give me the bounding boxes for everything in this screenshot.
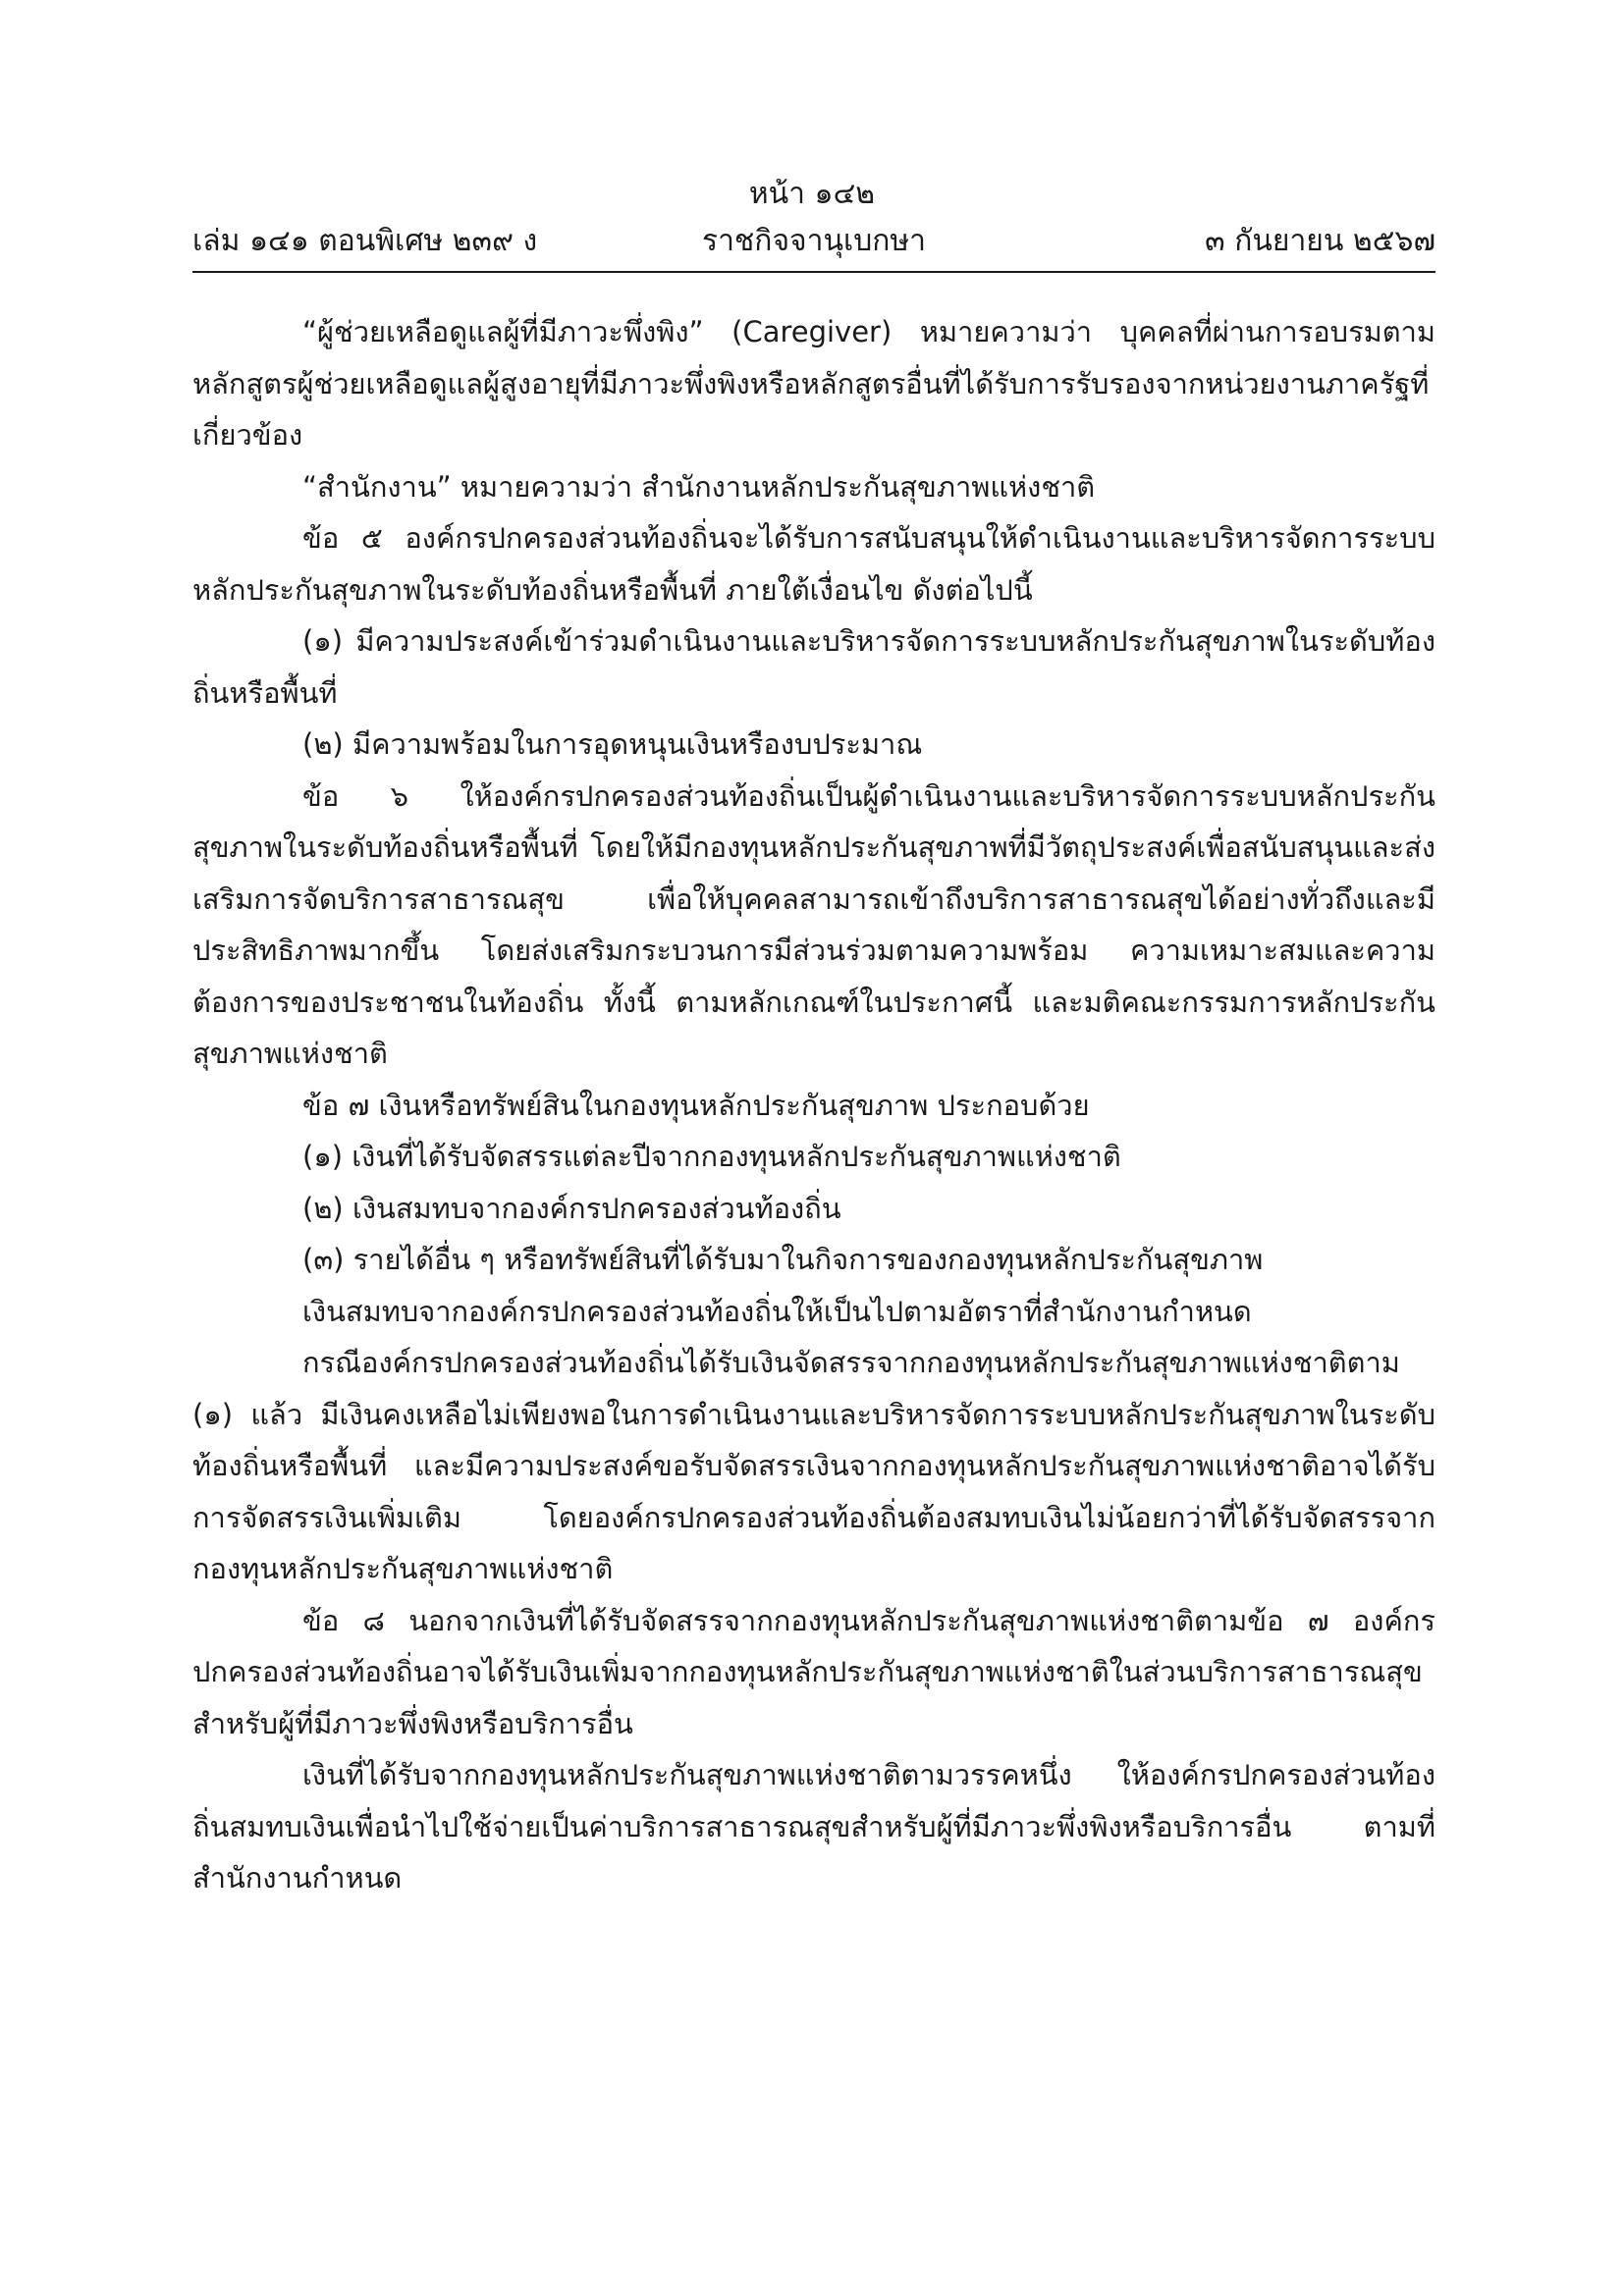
document-body	[192, 306, 1435, 1904]
header-rule	[192, 271, 1435, 273]
publication-name: ราชกิจจานุเบกษา	[701, 224, 927, 258]
volume-issue: เล่ม ๑๔๑ ตอนพิเศษ ๒๓๙ ง	[192, 224, 538, 258]
gazette-header	[192, 220, 1435, 263]
clause-7-paragraph-2: เงินสมทบจากองค์กรปกครองส่วนท้องถิ่นให้เป็นไปตามอัตราที่สำนักงานกำหนด	[302, 1294, 1252, 1328]
clause-5-item-2: (๒) มีความพร้อมในการอุดหนุนเงินหรืองบประมาณ	[302, 727, 923, 761]
clause-7-item-1: (๑) เงินที่ได้รับจัดสรรแต่ละปีจากกองทุนหลักประกันสุขภาพแห่งชาติ	[302, 1140, 1121, 1173]
definition-caregiver: “ผู้ช่วยเหลือดูแลผู้ที่มีภาวะพึ่งพิง” (Caregiver) หมายความว่า บุคคลที่ผ่านการอบรมตามหลักสูตรผู้ช่วยเหลือดูแลผู้สูงอายุที่มีภาวะพึ่งพิงหรือหลักสูตรอื่นที่ได้รับการรับรองจากหน่วยงานภาครัฐที่เกี่ยวข้อง	[192, 315, 1435, 452]
clause-7-item-2: (๒) เงินสมทบจากองค์กรปกครองส่วนท้องถิ่น	[302, 1191, 841, 1225]
clause-7: ข้อ ๗ เงินหรือทรัพย์สินในกองทุนหลักประกันสุขภาพ ประกอบด้วย	[302, 1088, 1090, 1122]
clause-5-item-1: (๑) มีความประสงค์เข้าร่วมดำเนินงานและบริหารจัดการระบบหลักประกันสุขภาพในระดับท้องถิ่นหรือพื้นที่	[192, 624, 1435, 710]
clause-5: ข้อ ๕ องค์กรปกครองส่วนท้องถิ่นจะได้รับการสนับสนุนให้ดำเนินงานและบริหารจัดการระบบหลักประกันสุขภาพในระดับท้องถิ่นหรือพื้นที่ ภายใต้เงื่อนไข ดังต่อไปนี้	[192, 521, 1435, 607]
publication-date: ๓ กันยายน ๒๕๖๗	[1205, 224, 1435, 258]
page-number: หน้า ๑๔๒	[748, 177, 876, 211]
clause-8: ข้อ ๘ นอกจากเงินที่ได้รับจัดสรรจากกองทุนหลักประกันสุขภาพแห่งชาติตามข้อ ๗ องค์กรปกครองส่วนท้องถิ่นอาจได้รับเงินเพิ่มจากกองทุนหลักประกันสุขภาพแห่งชาติในส่วนบริการสาธารณสุขสำหรับผู้ที่มีภาวะพึ่งพิงหรือบริการอื่น	[192, 1603, 1435, 1740]
clause-7-item-3: (๓) รายได้อื่น ๆ หรือทรัพย์สินที่ได้รับมาในกิจการของกองทุนหลักประกันสุขภาพ	[302, 1243, 1264, 1276]
definition-office: “สำนักงาน” หมายความว่า สำนักงานหลักประกันสุขภาพแห่งชาติ	[302, 469, 1096, 504]
clause-6: ข้อ ๖ ให้องค์กรปกครองส่วนท้องถิ่นเป็นผู้ดำเนินงานและบริหารจัดการระบบหลักประกันสุขภาพในระดับท้องถิ่นหรือพื้นที่ โดยให้มีกองทุนหลักประกันสุขภาพที่มีวัตถุประสงค์เพื่อสนับสนุนและส่งเสริมการจัดบริการสาธารณสุข เพื่อให้บุคคลสามารถเข้าถึงบริการสาธารณสุขได้อย่างทั่วถึงและมีประสิทธิภาพมากขึ้น โดยส่งเสริมกระบวนการมีส่วนร่วมตามความพร้อม ความเหมาะสมและความต้องการของประชาชนในท้องถิ่น ทั้งนี้ ตามหลักเกณฑ์ในประกาศนี้ และมติคณะกรรมการหลักประกันสุขภาพแห่งชาติ	[192, 778, 1435, 1070]
clause-7-paragraph-3: กรณีองค์กรปกครองส่วนท้องถิ่นได้รับเงินจัดสรรจากกองทุนหลักประกันสุขภาพแห่งชาติตาม (๑) แล้ว มีเงินคงเหลือไม่เพียงพอในการดำเนินงานและบริหารจัดการระบบหลักประกันสุขภาพในระดับท้องถิ่นหรือพื้นที่ และมีความประสงค์ขอรับจัดสรรเงินจากกองทุนหลักประกันสุขภาพแห่งชาติอาจได้รับการจัดสรรเงินเพิ่มเติม โดยองค์กรปกครองส่วนท้องถิ่นต้องสมทบเงินไม่น้อยกว่าที่ได้รับจัดสรรจากกองทุนหลักประกันสุขภาพแห่งชาติ	[192, 1346, 1435, 1585]
clause-8-paragraph-2: เงินที่ได้รับจากกองทุนหลักประกันสุขภาพแห่งชาติตามวรรคหนึ่ง ให้องค์กรปกครองส่วนท้องถิ่นสมทบเงินเพื่อนำไปใช้จ่ายเป็นค่าบริการสาธารณสุขสำหรับผู้ที่มีภาวะพึ่งพิงหรือบริการอื่น ตามที่สำนักงานกำหนด	[192, 1758, 1435, 1895]
